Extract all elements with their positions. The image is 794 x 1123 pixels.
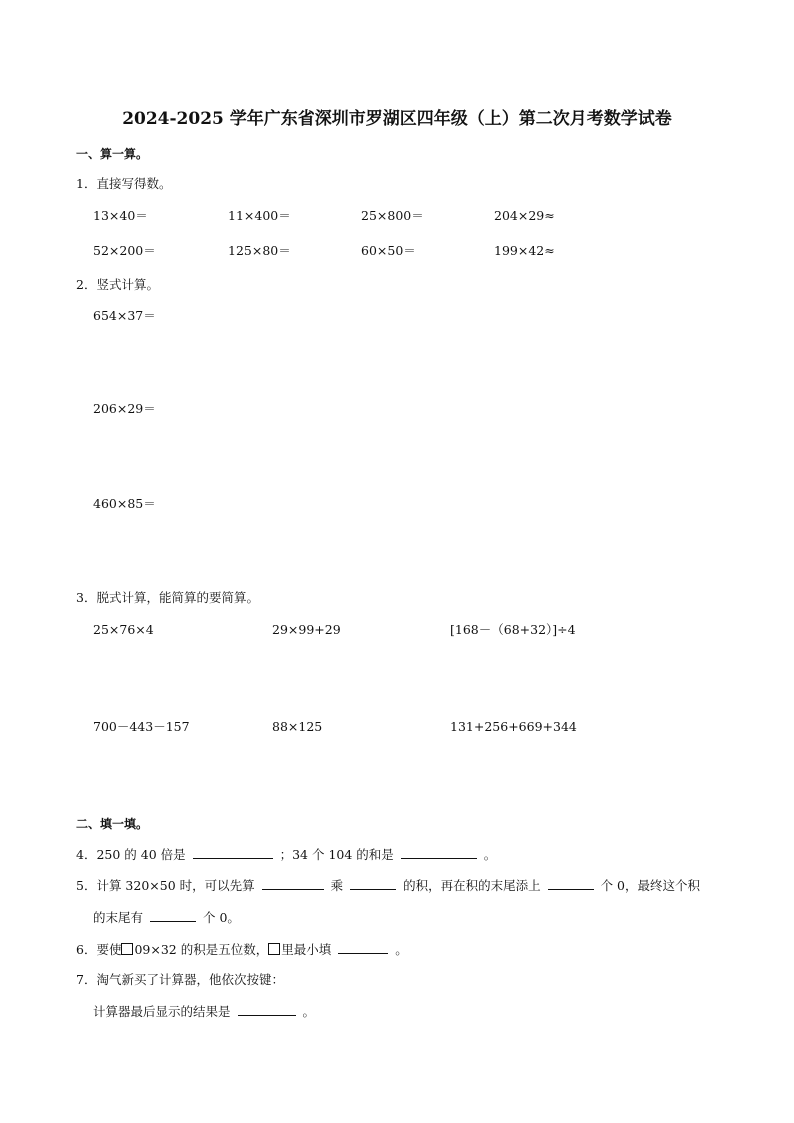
- q3-item: 700－443－157: [93, 719, 190, 734]
- box-icon: [121, 943, 133, 955]
- q4-line: 4．250 的 40 倍是 ；34 个 104 的和是 。: [76, 847, 497, 862]
- q1-item: 52×200＝: [93, 243, 156, 258]
- q1-item: 13×40＝: [93, 208, 148, 223]
- q3-label: 3．脱式计算，能简算的要简算。: [76, 590, 259, 605]
- box-icon: [268, 943, 280, 955]
- q3-item: 29×99+29: [272, 622, 341, 637]
- q1-item: 60×50＝: [361, 243, 416, 258]
- q2-item: 460×85＝: [93, 496, 156, 511]
- q2-item: 654×37＝: [93, 308, 156, 323]
- q2-label: 2．竖式计算。: [76, 277, 159, 292]
- answer-blank[interactable]: [338, 941, 388, 954]
- q6-line: 6．要使 09×32 的积是五位数， 里最小填 。: [76, 942, 408, 957]
- answer-blank[interactable]: [350, 877, 396, 890]
- answer-blank[interactable]: [238, 1003, 296, 1016]
- section-2-heading: 二、填一填。: [76, 817, 149, 831]
- answer-blank[interactable]: [150, 909, 196, 922]
- q3-item: 131+256+669+344: [450, 719, 577, 734]
- q7-label: 7．淘气新买了计算器，他依次按键：: [76, 972, 284, 987]
- q1-item: 125×80＝: [228, 243, 291, 258]
- answer-blank[interactable]: [193, 846, 273, 859]
- answer-blank[interactable]: [401, 846, 477, 859]
- answer-blank[interactable]: [262, 877, 324, 890]
- q1-item: 11×400＝: [228, 208, 291, 223]
- page-title: 2024-2025 学年广东省深圳市罗湖区四年级（上）第二次月考数学试卷: [122, 109, 672, 129]
- q1-label: 1．直接写得数。: [76, 176, 172, 191]
- q1-item: 204×29≈: [494, 208, 555, 223]
- q5-line-2: 的末尾有 个 0。: [93, 910, 240, 925]
- q5-line: 5．计算 320×50 时，可以先算 乘 的积，再在积的末尾添上 个 0，最终这个积: [76, 878, 701, 893]
- q2-item: 206×29＝: [93, 401, 156, 416]
- q1-item: 25×800＝: [361, 208, 424, 223]
- q1-item: 199×42≈: [494, 243, 555, 258]
- q3-item: [168－（68+32）]÷4: [450, 622, 576, 637]
- q3-item: 25×76×4: [93, 622, 154, 637]
- section-1-heading: 一、算一算。: [76, 147, 149, 161]
- answer-blank[interactable]: [548, 877, 594, 890]
- q3-item: 88×125: [272, 719, 323, 734]
- q7-line: 计算器最后显示的结果是 。: [93, 1004, 315, 1019]
